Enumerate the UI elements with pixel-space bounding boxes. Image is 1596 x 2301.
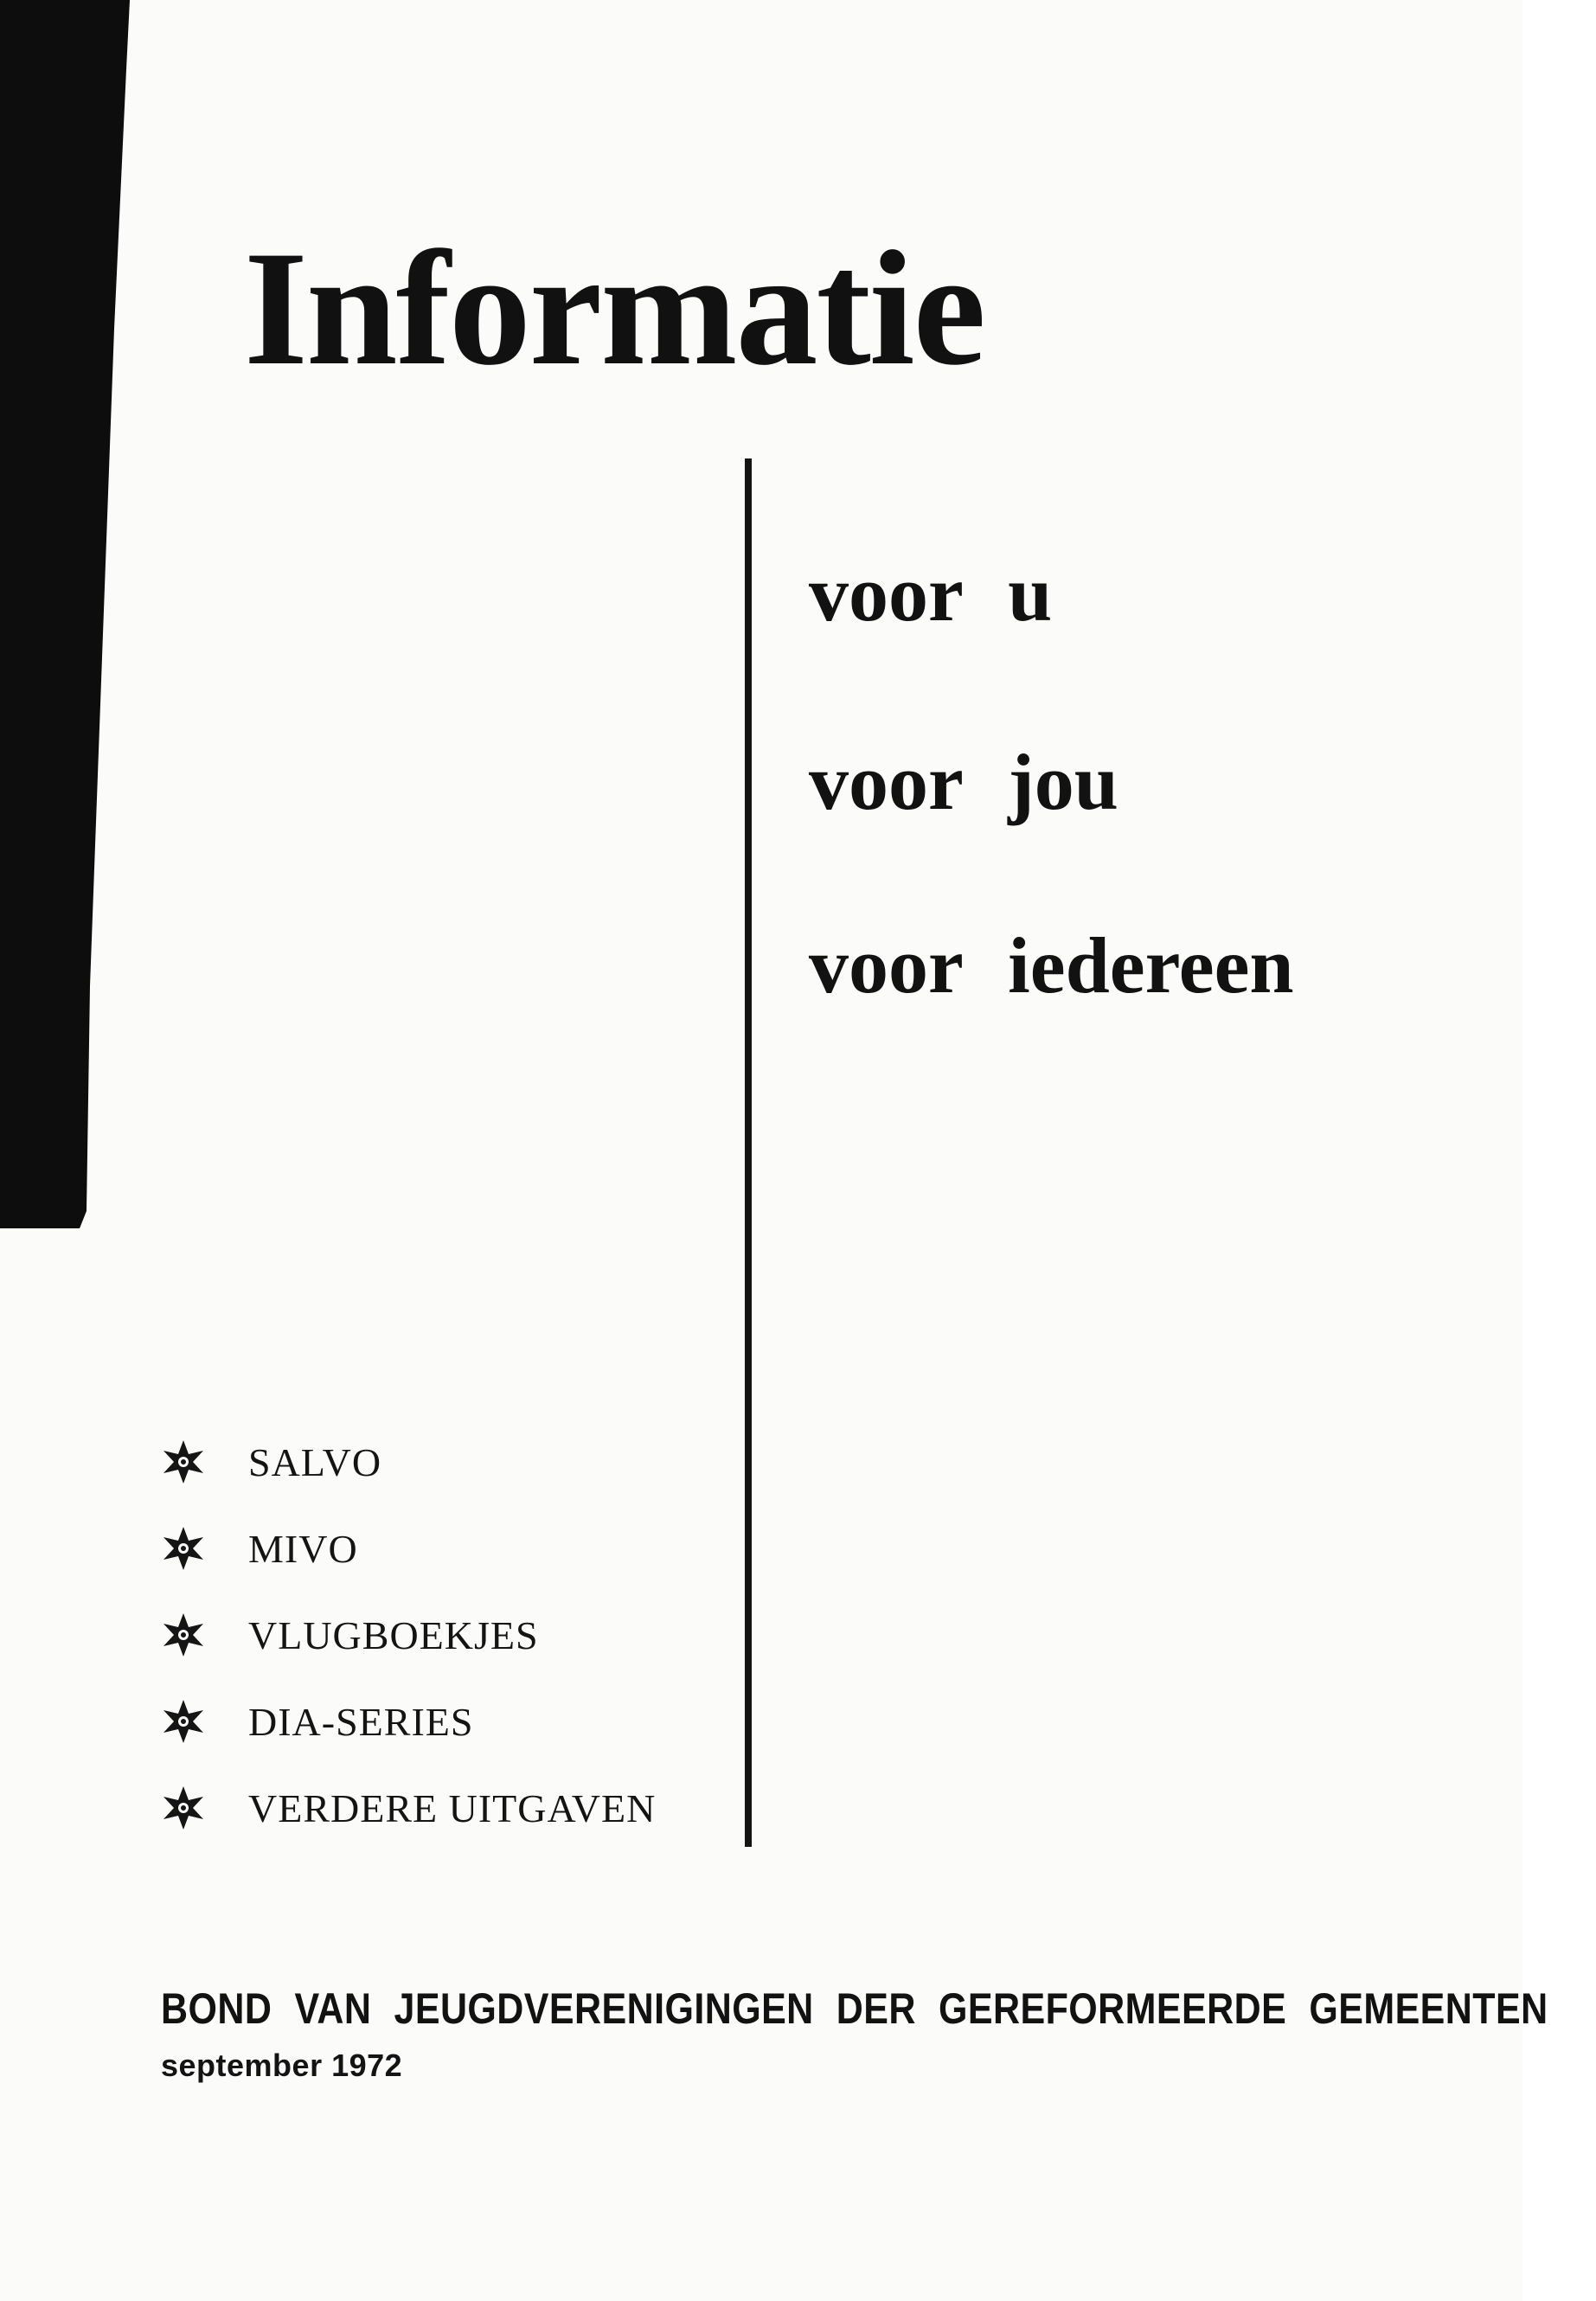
list-item-label: VERDERE UITGAVEN xyxy=(248,1785,657,1830)
list-item xyxy=(160,1522,358,1574)
list-item xyxy=(160,1436,382,1488)
star-icon xyxy=(160,1612,207,1658)
vertical-divider xyxy=(745,458,752,1847)
publisher-name: BOND VAN JEUGDVERENIGINGEN DER GEREFORMEERDE GEMEENTEN xyxy=(161,1984,1548,2033)
tagline-1: voor u xyxy=(809,549,1053,638)
star-icon xyxy=(160,1439,207,1485)
left-edge-bar xyxy=(0,0,130,1228)
page-edge xyxy=(1522,0,1596,2301)
list-item xyxy=(160,1609,539,1661)
tagline-2: voor jou xyxy=(809,738,1118,826)
list-item-label: DIA-SERIES xyxy=(248,1699,474,1744)
star-icon xyxy=(160,1698,207,1745)
star-icon xyxy=(160,1785,207,1831)
tagline-3: voor iedereen xyxy=(809,921,1294,1009)
list-item-label: MIVO xyxy=(248,1526,358,1571)
list-item xyxy=(160,1695,474,1747)
list-item-label: VLUGBOEKJES xyxy=(248,1612,539,1657)
star-icon xyxy=(160,1525,207,1572)
list-item-label: SALVO xyxy=(248,1439,382,1484)
list-item xyxy=(160,1782,657,1834)
publication-date: september 1972 xyxy=(161,2048,403,2083)
document-title: Informatie xyxy=(244,218,984,400)
